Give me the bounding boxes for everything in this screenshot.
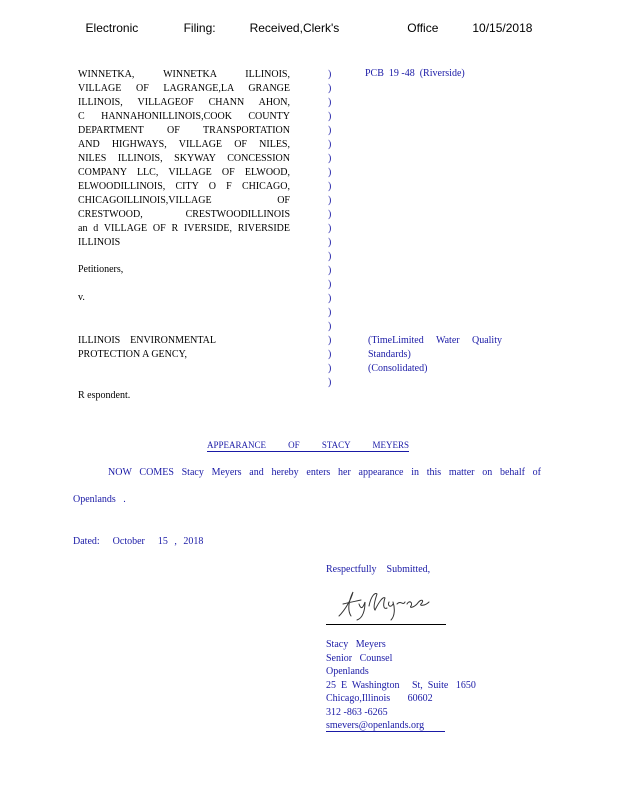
respondent-name-line: ILLINOIS ENVIRONMENTAL — [78, 335, 216, 346]
caption-paren: ) — [328, 125, 332, 136]
contact-line: 312 -863 -6265 — [326, 706, 388, 718]
caption-paren: ) — [328, 97, 332, 108]
contact-block — [326, 638, 476, 733]
matter-type-line: (Consolidated) — [368, 363, 428, 374]
caption-paren: ) — [328, 335, 332, 346]
caption-paren: ) — [328, 279, 332, 290]
filing-header: Electronic Filing: Received,Clerk's Office 10/15/2018 — [85, 21, 533, 35]
petitioner-line: NILES ILLINOIS, SKYWAY CONCESSION — [78, 153, 290, 164]
petitioner-line: WINNETKA, WINNETKA ILLINOIS, — [78, 69, 290, 80]
caption-paren: ) — [328, 321, 332, 332]
email-link[interactable]: smevers@openlands.org — [326, 720, 445, 732]
petitioner-line: AND HIGHWAYS, VILLAGE OF NILES, — [78, 139, 290, 150]
caption-paren: ) — [328, 83, 332, 94]
appearance-body: NOW COMES Stacy Meyers and hereby enters her appearance in this matter on behalf of — [108, 467, 541, 478]
matter-type-line: Standards) — [368, 349, 411, 360]
caption-paren: ) — [328, 251, 332, 262]
petitioner-line: VILLAGE OF LAGRANGE,LA GRANGE — [78, 83, 290, 94]
contact-line — [326, 719, 476, 733]
petitioner-line: CHICAGOILLINOIS,VILLAGE OF — [78, 195, 290, 206]
caption-paren: ) — [328, 153, 332, 164]
appearance-body-client: Openlands . — [73, 494, 126, 505]
caption-paren: ) — [328, 293, 332, 304]
case-number: PCB 19 -48 (Riverside) — [365, 68, 465, 79]
contact-line: Openlands — [326, 666, 369, 677]
caption-paren: ) — [328, 69, 332, 80]
matter-type — [368, 334, 502, 376]
respondent-label: R espondent. — [78, 390, 131, 401]
contact-line: Senior Counsel — [326, 652, 393, 664]
caption-paren: ) — [328, 349, 332, 360]
caption-paren: ) — [328, 363, 332, 374]
caption-paren: ) — [328, 223, 332, 234]
matter-type-line: (TimeLimited Water Quality — [368, 335, 502, 346]
petitioner-line: ELWOODILLINOIS, CITY O F CHICAGO, — [78, 181, 290, 192]
signature-line — [326, 624, 446, 625]
caption-paren: ) — [328, 209, 332, 220]
caption-parens — [328, 68, 336, 390]
caption-paren: ) — [328, 237, 332, 248]
petitioner-line: COMPANY LLC, VILLAGE OF ELWOOD, — [78, 167, 290, 178]
petitioners-label: Petitioners, — [78, 264, 124, 275]
petitioner-line: C HANNAHONILLINOIS,COOK COUNTY — [78, 111, 290, 122]
petitioners-caption — [78, 68, 290, 250]
caption-paren: ) — [328, 167, 332, 178]
caption-paren: ) — [328, 195, 332, 206]
respondent-name-line: PROTECTION A GENCY, — [78, 349, 187, 360]
appearance-title: APPEARANCE OF STACY MEYERS — [207, 440, 409, 450]
petitioner-line: ILLINOIS, VILLAGEOF CHANN AHON, — [78, 97, 290, 108]
petitioner-line: DEPARTMENT OF TRANSPORTATION — [78, 125, 290, 136]
contact-line: Stacy Meyers — [326, 639, 386, 650]
respondent-name — [78, 334, 216, 362]
caption-paren: ) — [328, 181, 332, 192]
caption-paren: ) — [328, 139, 332, 150]
closing-text: Respectfully Submitted, — [326, 564, 431, 575]
petitioner-line: an d VILLAGE OF R IVERSIDE, RIVERSIDE — [78, 223, 290, 234]
dated-line: Dated: October 15 , 2018 — [73, 536, 204, 547]
contact-line: Chicago,Illinois 60602 — [326, 693, 433, 704]
caption-paren: ) — [328, 377, 332, 388]
caption-paren: ) — [328, 111, 332, 122]
caption-paren: ) — [328, 307, 332, 318]
contact-line: 25 E Washington St, Suite 1650 — [326, 679, 476, 691]
petitioner-line: ILLINOIS — [78, 237, 121, 248]
versus-label: v. — [78, 292, 85, 303]
caption-paren: ) — [328, 265, 332, 276]
petitioner-line: CRESTWOOD, CRESTWOODILLINOIS — [78, 209, 290, 220]
handwritten-signature — [333, 586, 433, 622]
